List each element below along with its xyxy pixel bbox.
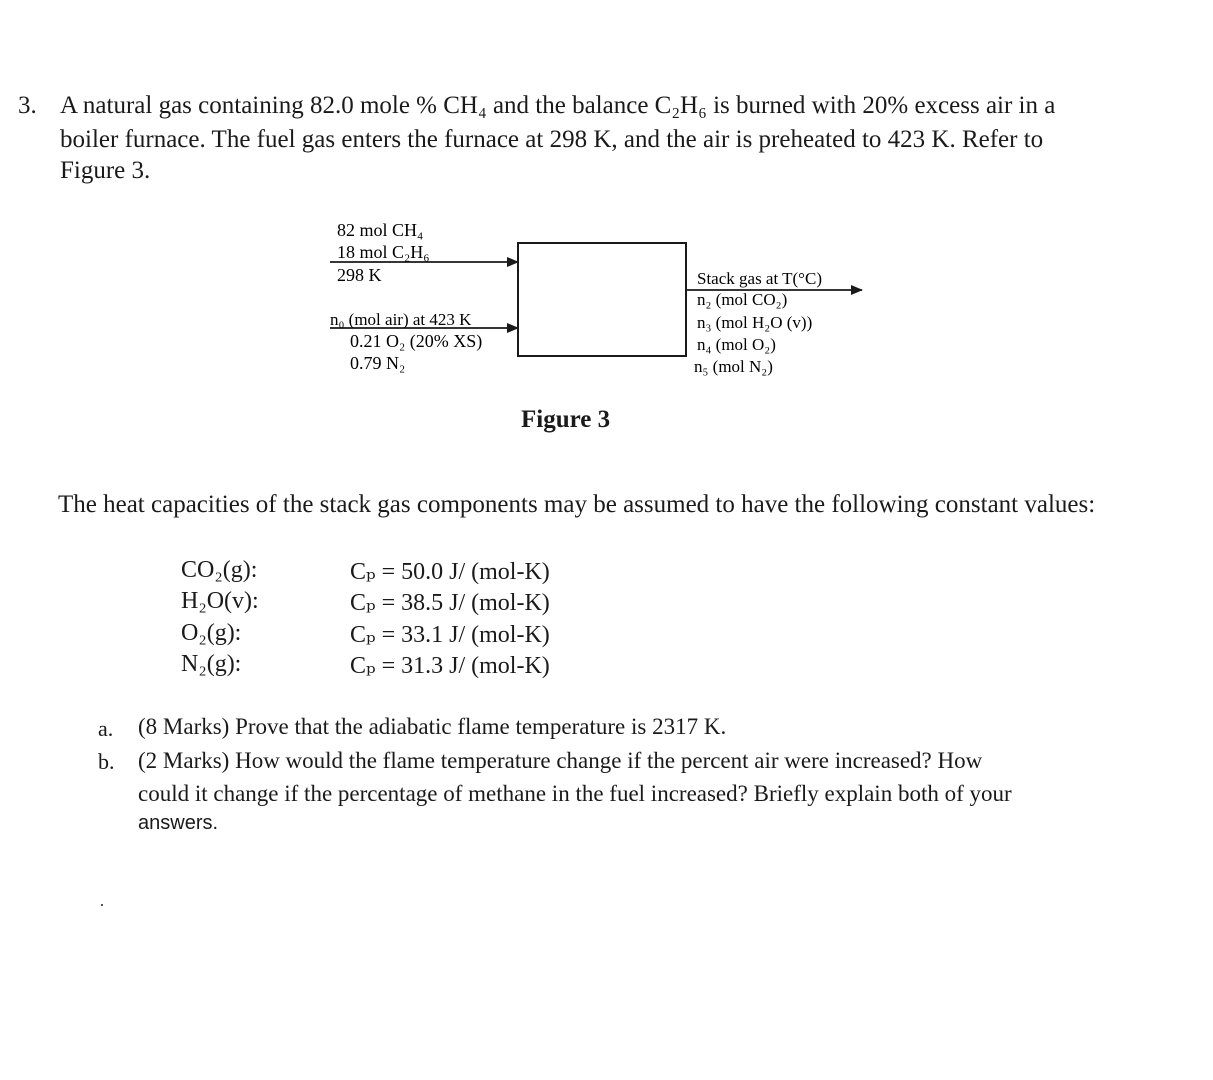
question-number: 3. — [18, 92, 37, 119]
sub-question-b-line-2: could it change if the percentage of methane in the fuel increased? Briefly explain both of your — [138, 781, 1012, 806]
air-stream-label-3: 0.79 N₂ — [350, 353, 406, 373]
cp-component-value: Cₚ = 33.1 J/ (mol-K) — [350, 622, 550, 648]
sub-question-a-letter: a. — [98, 716, 114, 741]
air-stream-label-1: n₀ (mol air) at 423 K — [330, 310, 472, 329]
fuel-stream-label-3: 298 K — [337, 265, 382, 285]
fuel-stream-label-2: 18 mol C₂H₆ — [337, 242, 430, 262]
stack-stream-label-1: Stack gas at T(°C) — [697, 269, 822, 288]
air-stream-label-2: 0.21 O₂ (20% XS) — [350, 331, 483, 351]
question-text-line-1: A natural gas containing 82.0 mole % CH₄ and the balance C₂H₆ is burned with 20% excess air in a — [60, 92, 1056, 119]
cp-component-value: Cₚ = 50.0 J/ (mol-K) — [350, 559, 550, 585]
stack-stream-label-4: n₄ (mol O₂) — [697, 335, 776, 354]
cp-component-name: O₂(g): — [181, 620, 242, 646]
stack-stream-label-5: n₅ (mol N₂) — [694, 357, 773, 376]
furnace-box — [518, 243, 686, 356]
heat-capacity-intro: The heat capacities of the stack gas components may be assumed to have the following constant values: — [58, 491, 1096, 518]
cp-component-value: Cₚ = 31.3 J/ (mol-K) — [350, 653, 550, 679]
cp-component-name: N₂(g): — [181, 651, 242, 677]
fuel-stream-label-1: 82 mol CH₄ — [337, 220, 424, 240]
sub-question-b-line-1: (2 Marks) How would the flame temperature change if the percent air were increased? How — [138, 748, 983, 773]
question-text-line-3: Figure 3. — [60, 157, 151, 184]
sub-question-b-letter: b. — [98, 749, 115, 774]
stack-stream-label-3: n₃ (mol H₂O (v)) — [697, 313, 813, 332]
scan-speck — [101, 904, 103, 906]
figure-caption: Figure 3 — [521, 406, 611, 433]
cp-component-value: Cₚ = 38.5 J/ (mol-K) — [350, 590, 550, 616]
furnace-flow-diagram — [0, 0, 1213, 400]
stack-stream-label-2: n₂ (mol CO₂) — [697, 290, 788, 309]
sub-question-b-line-3: answers. — [138, 812, 219, 834]
sub-question-a-text: (8 Marks) Prove that the adiabatic flame temperature is 2317 K. — [138, 714, 727, 739]
cp-component-name: CO₂(g): — [181, 557, 258, 583]
cp-component-name: H₂O(v): — [181, 588, 259, 614]
question-text-line-2: boiler furnace. The fuel gas enters the furnace at 298 K, and the air is preheated to 423 K. Refer to — [60, 126, 1044, 153]
